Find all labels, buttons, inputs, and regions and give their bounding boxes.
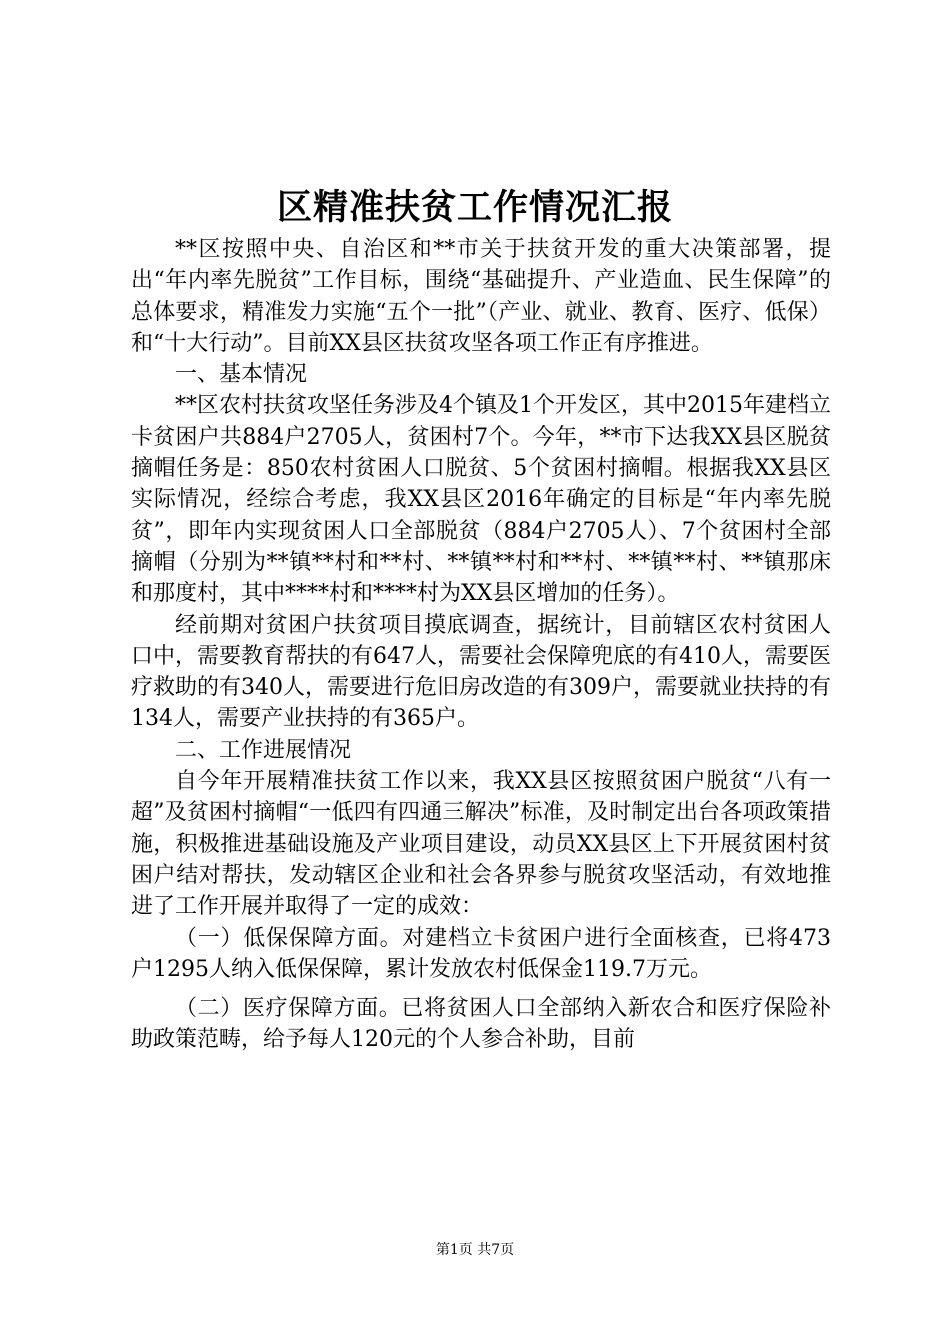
- survey-statistics-paragraph: 经前期对贫困户扶贫项目摸底调查，据统计，目前辖区农村贫困人口中，需要教育帮扶的有647人，需要社会保障兜底的有410人，需要医疗救助的有340人，需要进行危旧房改造的有309户，需要就业扶持的有134人，需要产业扶持的有365户。: [131, 612, 831, 732]
- progress-paragraph: 自今年开展精准扶贫工作以来，我XX县区按照贫困户脱贫“八有一超”及贫困村摘帽“一低四有四通三解决”标准，及时制定出台各项政策措施，积极推进基础设施及产业项目建设，动员XX县区上下开展贫困村贫困户结对帮扶，发动辖区企业和社会各界参与脱贫攻坚活动，有效地推进了工作开展并取得了一定的成效：: [131, 769, 831, 920]
- page-number: 第1页 共7页: [435, 1242, 515, 1258]
- document-body: [131, 234, 831, 1056]
- section-heading-progress: 二、工作进展情况: [175, 737, 352, 763]
- section-heading-basic: 一、基本情况: [175, 362, 308, 388]
- basic-situation-paragraph: **区农村扶贫攻坚任务涉及4个镇及1个开发区，其中2015年建档立卡贫困户共884户2705人，贫困村7个。今年，**市下达我XX县区脱贫摘帽任务是：850农村贫困人口脱贫、5个贫困村摘帽。根据我XX县区实际情况，经综合考虑，我XX县区2016年确定的目标是“年内率先脱贫”，即年内实现贫困人口全部脱贫（884户2705人）、7个贫困村全部摘帽（分别为**镇**村和**村、**镇**村和**村、**镇**村、**镇那床和那度村，其中****村和****村为XX县区增加的任务）。: [131, 393, 831, 607]
- medical-paragraph: （二）医疗保障方面。已将贫困人口全部纳入新农合和医疗保险补助政策范畴，给予每人120元的个人参合补助，目前: [131, 996, 831, 1053]
- intro-paragraph: **区按照中央、自治区和**市关于扶贫开发的重大决策部署，提出“年内率先脱贫”工作目标，围绕“基础提升、产业造血、民生保障”的总体要求，精准发力实施“五个一批”（产业、就业、教育、医疗、低保）和“十大行动”。目前XX县区扶贫攻坚各项工作正有序推进。: [131, 237, 831, 356]
- document-title: 区精准扶贫工作情况汇报: [276, 187, 673, 228]
- subsidy-paragraph: （一）低保保障方面。对建档立卡贫困户进行全面核查，已将473户1295人纳入低保保障，累计发放农村低保金119.7万元。: [131, 925, 831, 982]
